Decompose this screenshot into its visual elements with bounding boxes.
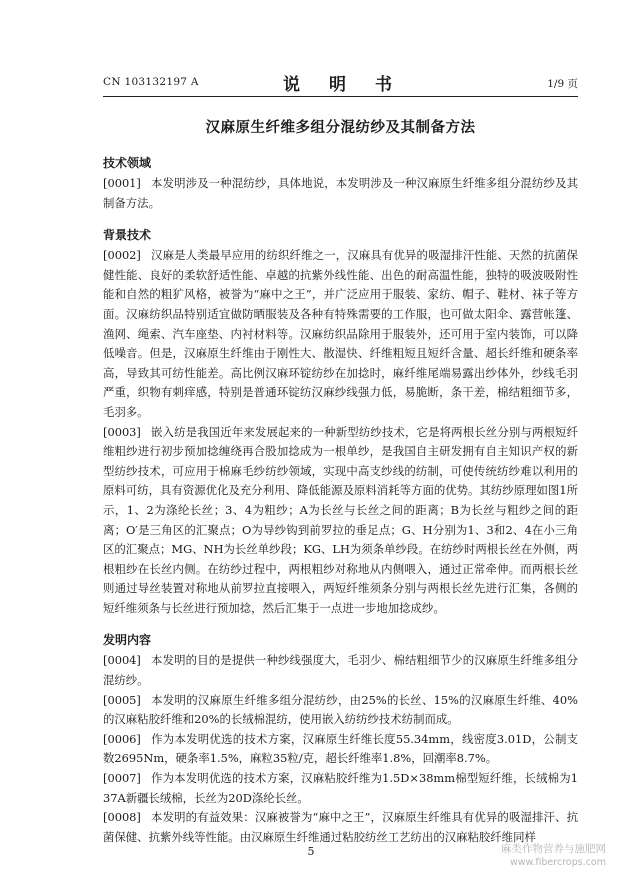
page-number: 5: [307, 845, 315, 858]
paragraph-number: [0008]: [103, 810, 141, 825]
paragraph: [103, 691, 578, 730]
watermark: [486, 842, 606, 870]
section-technical-field: [103, 153, 578, 213]
page-indicator: 1/9 页: [547, 78, 578, 90]
paragraph-text: 汉麻是人类最早应用的纺织纤维之一，汉麻具有优异的吸湿排汗性能、天然的抗菌保健性能、良好的柔软舒适性能、卓越的抗紫外线性能、出色的耐高温性能，独特的吸波吸附性能和自然的粗犷风格，被誉为“麻中之王”，并广泛应用于服装、家纺、帽子、鞋材、袜子等方面。汉麻纺织品特别适宜做防晒服装及各种有特殊需要的工作服，也可做太阳伞、露营帐篷、渔网、绳索、汽车座垫、内衬材料等。汉麻纺织品除用于服装外，还可用于室内装饰，可以降低噪音。但是，汉麻原生纤维由于刚性大、散湿快、纤维粗短且短纤含量、超长纤维和硬条率高，导致其可纺性能差。高比例汉麻环锭纺纱在加捻时，麻纤维尾端易露出纱体外，纱线毛羽严重，织物有刺痒感，特别是普通环锭纺汉麻纱线强力低，易脆断，条干差，棉结粗细节多，毛羽多。: [103, 248, 578, 419]
section-summary: [103, 630, 578, 847]
paragraph: [103, 423, 578, 619]
patent-number: CN 103132197 A: [103, 76, 199, 88]
paragraph: [103, 174, 578, 213]
document-title: 汉麻原生纤维多组分混纺纱及其制备方法: [205, 119, 476, 136]
section-background: [103, 225, 578, 618]
paragraph: [103, 246, 578, 422]
watermark-name: 麻类作物营养与施肥网: [501, 843, 606, 855]
page-header: [103, 70, 578, 96]
section-heading: 背景技术: [103, 228, 152, 243]
paragraph-text: 嵌入纺是我国近年来发展起来的一种新型纺纱技术，它是将两根长丝分别与两根短纤维粗纱进行初步预加捻缠绕再合股加捻成为一根单纱，是我国自主研发拥有自主知识产权的新型纺纱技术，可应用于棉麻毛纱纺纱领域，实现中高支纱线的纺制，可使传统纺纱难以利用的原料可纺，具有资源优化及充分利用、降低能源及原料消耗等方面的优势。其纺纱原理如图1所示，1、2为涤纶长丝；3、4为粗纱；A为长丝与长丝之间的距离；B为长丝与粗纱之间的距离；O′是三角区的汇聚点；O为导纱钩到前罗拉的垂足点；G、H分别为1、3和2、4在小三角区的汇聚点；MG、NH为长丝单纱段；KG、LH为须条单纱段。在纺纱时两根长丝在外侧，两根粗纱在长丝内侧。在纺纱过程中，两根粗纱对称地从内侧喂入，通过正常牵伸。而两根长丝则通过导丝装置对称地从前罗拉直接喂入，两短纤维须条分别与两根长丝先进行汇集，各侧的短纤维须条与长丝进行预加捻，然后汇集于一点进一步地加捻成纱。: [103, 424, 578, 615]
paragraph-text: 作为本发明优选的技术方案，汉麻原生纤维长度55.34mm，线密度3.01D，公制支数2695Nm，硬条率1.5%，麻粒35粒/克，超长纤维率1.8%，回潮率8.7%。: [103, 731, 578, 766]
paragraph-text: 本发明涉及一种混纺纱，具体地说，本发明涉及一种汉麻原生纤维多组分混纺纱及其制备方法。: [103, 176, 578, 210]
paragraph: [103, 769, 578, 808]
section-heading: 技术领域: [103, 156, 152, 170]
paragraph: [103, 651, 578, 690]
paragraph-number: [0001]: [103, 176, 141, 190]
paragraph-text: 本发明的有益效果：汉麻被誉为“麻中之王”，汉麻原生纤维具有优异的吸湿排汗、抗菌保健、抗紫外线等性能。由汉麻原生纤维通过粘胶纺丝工艺纺出的汉麻粘胶纤维同样: [103, 810, 578, 844]
paragraph-number: [0007]: [103, 771, 141, 786]
paragraph-text: 本发明的目的是提供一种纱线强度大，毛羽少、棉结粗细节少的汉麻原生纤维多组分混纺纱。: [103, 653, 578, 688]
paragraph-number: [0003]: [103, 424, 141, 439]
paragraph: [103, 730, 578, 769]
paragraph-number: [0004]: [103, 653, 141, 668]
header-rule: [103, 96, 578, 97]
document-type: 说 明 书: [283, 75, 398, 95]
section-heading: 发明内容: [103, 633, 152, 648]
document-body: [103, 153, 578, 847]
paragraph-number: [0002]: [103, 248, 141, 263]
paragraph-text: 作为本发明优选的技术方案，汉麻粘胶纤维为1.5D×38mm棉型短纤维，长绒棉为137A新疆长绒棉，长丝为20D涤纶长丝。: [103, 771, 578, 805]
paragraph-text: 本发明的汉麻原生纤维多组分混纺纱，由25%的长丝、15%的汉麻原生纤维、40%的汉麻粘胶纤维和20%的长绒棉混纺，使用嵌入纺纺纱技术纺制而成。: [103, 692, 578, 727]
paragraph-number: [0006]: [103, 731, 141, 746]
paragraph-number: [0005]: [103, 692, 141, 707]
watermark-url: www.fibercrops.com: [509, 857, 606, 868]
